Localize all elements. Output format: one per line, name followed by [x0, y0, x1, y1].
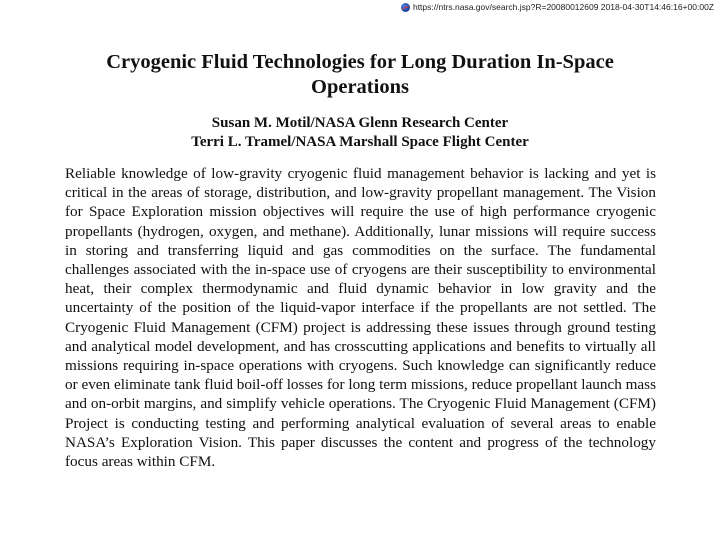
author-block: [60, 114, 660, 152]
document-title: Cryogenic Fluid Technologies for Long Duration In-Space Operations: [106, 51, 614, 98]
abstract-paragraph: Reliable knowledge of low-gravity cryogenic fluid management behavior is lacking and yet is critical in the areas of storage, distribution, and low-gravity propellant management. The Vision for Space Exploration mission objectives will require the use of high performance cryogenic propellants (hydrogen, oxygen, and methane). Additionally, lunar missions will require success in storing and transferring liquid and gas commodities on the surface. The fundamental challenges associated with the in-space use of cryogens are their susceptibility to environmental heat, their complex thermodynamic and fluid dynamic behavior in low gravity and the uncertainty of the position of the liquid-vapor interface if the propellants are not settled. The Cryogenic Fluid Management (CFM) project is addressing these issues through ground testing and analytical model development, and has crosscutting applications and benefits to virtually all missions requiring in-space operations with cryogens. Such knowledge can significantly reduce or even eliminate tank fluid boil-off losses for long term missions, reduce propellant launch mass and on-orbit margins, and simplify vehicle operations. The Cryogenic Fluid Management (CFM) Project is conducting testing and performing analytical evaluation of several areas to enable NASA’s Exploration Vision. This paper discusses the content and progress of the technology focus areas within CFM.: [65, 165, 656, 471]
ntrs-url-text[interactable]: https://ntrs.nasa.gov/search.jsp?R=20080012609 2018-04-30T14:46:16+00:00Z: [412, 2, 714, 12]
author-line-2: Terri L. Tramel/NASA Marshall Space Flight Center: [191, 134, 529, 150]
author-line-1: Susan M. Motil/NASA Glenn Research Center: [211, 115, 509, 131]
nasa-logo-icon: [401, 3, 410, 12]
ntrs-header: [401, 2, 714, 12]
